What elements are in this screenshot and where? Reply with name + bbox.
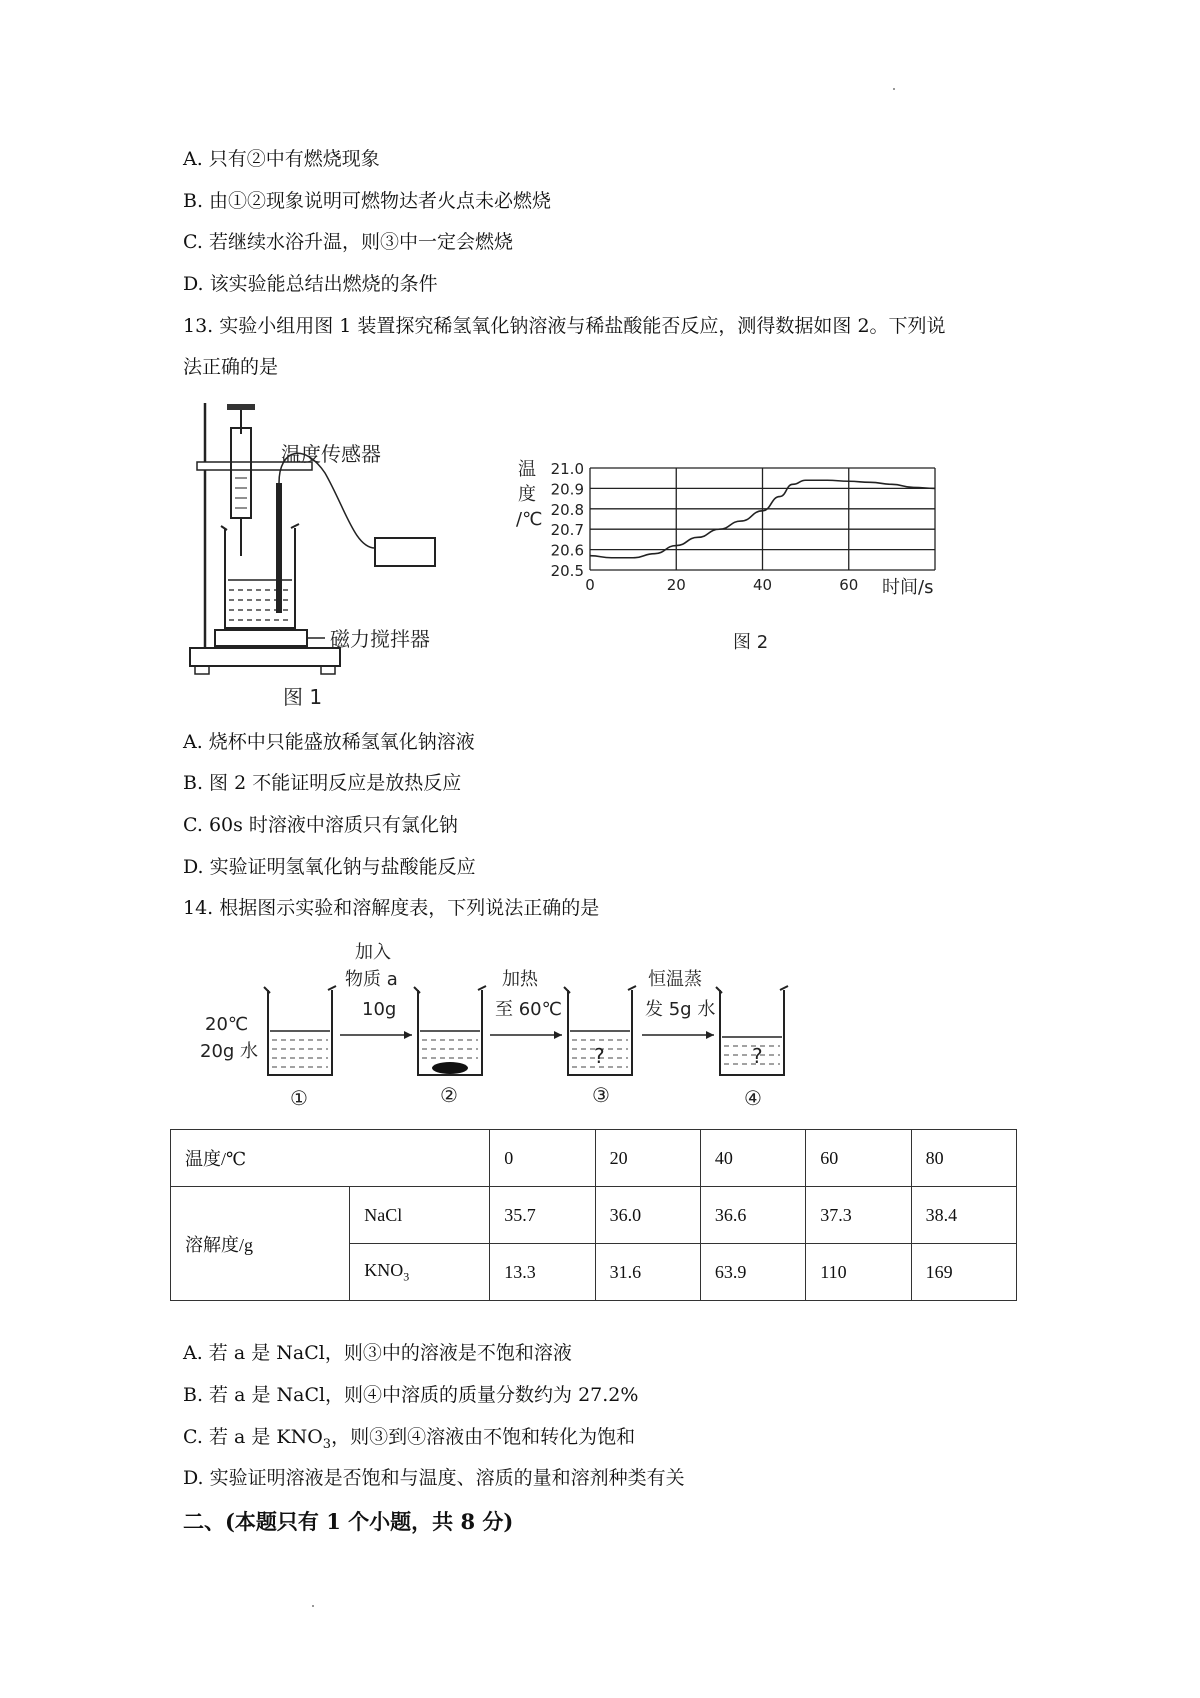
temp-cell: 60 [806, 1130, 911, 1187]
kno3-value: 31.6 [595, 1244, 700, 1301]
q12-option-b: B. 由①②现象说明可燃物达者火点未必燃烧 [183, 190, 552, 212]
beaker-1 [264, 986, 336, 1075]
step1-line2: 物质 a [345, 969, 398, 990]
section-2-header: 二、(本题只有 1 个小题，共 8 分) [183, 1509, 514, 1534]
beaker-label-2: ② [440, 1083, 458, 1107]
step2-line1: 加热 [502, 969, 538, 990]
y-tick-label: 21.0 [550, 460, 584, 478]
kno3-value: 63.9 [700, 1244, 805, 1301]
beaker-label-1: ① [290, 1086, 308, 1110]
beaker-liquid [228, 580, 292, 620]
q14-stem: 14. 根据图示实验和溶解度表，下列说法正确的是 [183, 897, 600, 919]
x-axis-label: 时间/s [882, 577, 934, 598]
temperature-probe [276, 483, 282, 613]
sensor-label: 温度传感器 [281, 442, 381, 466]
y-axis-label-3: /℃ [516, 509, 543, 530]
scan-dot [312, 1605, 314, 1607]
nacl-value: 36.6 [700, 1187, 805, 1244]
y-tick-label: 20.7 [550, 521, 584, 540]
q14-option-d: D. 实验证明溶液是否饱和与温度、溶质的量和溶剂种类有关 [183, 1467, 685, 1489]
solubility-table [170, 1129, 1017, 1301]
y-axis-label-1: 温 [518, 459, 536, 480]
step1-line1: 加入 [355, 942, 391, 963]
undissolved-solid [432, 1062, 468, 1074]
figure2-caption: 图 2 [733, 632, 769, 653]
q14-option-a: A. 若 a 是 NaCl，则③中的溶液是不饱和溶液 [183, 1342, 572, 1364]
q14-process-diagram [190, 935, 840, 1115]
kno3-value: 13.3 [490, 1244, 595, 1301]
beaker-3 [564, 986, 636, 1075]
unknown-mark-4: ? [752, 1044, 763, 1068]
y-tick-label: 20.6 [550, 541, 584, 560]
nacl-value: 36.0 [595, 1187, 700, 1244]
kno3-value: 110 [806, 1244, 911, 1301]
x-tick-label: 0 [585, 576, 595, 594]
temp-cell: 80 [911, 1130, 1016, 1187]
nacl-value: 38.4 [911, 1187, 1016, 1244]
temp-cell: 20 [595, 1130, 700, 1187]
q14-option-b: B. 若 a 是 NaCl，则④中溶质的质量分数约为 27.2% [183, 1384, 639, 1406]
data-logger [375, 538, 435, 566]
x-tick-label: 60 [839, 576, 859, 594]
syringe-plunger-top [227, 404, 255, 410]
x-tick-label: 40 [752, 576, 773, 594]
step1-line3: 10g [362, 999, 397, 1020]
q13-option-b: B. 图 2 不能证明反应是放热反应 [183, 772, 462, 794]
q13-option-a: A. 烧杯中只能盛放稀氢氧化钠溶液 [183, 731, 475, 753]
x-tick-label: 20 [666, 576, 686, 594]
step3-line1: 恒温蒸 [648, 969, 702, 990]
stirrer-label: 磁力搅拌器 [330, 627, 430, 651]
q13-stem-line1: 13. 实验小组用图 1 装置探究稀氢氧化钠溶液与稀盐酸能否反应，测得数据如图 2。下列说 [183, 315, 946, 337]
figure1-apparatus [185, 398, 485, 714]
figure1-caption: 图 1 [283, 685, 323, 709]
unknown-mark-3: ? [594, 1044, 605, 1068]
nacl-label: NaCl [350, 1187, 490, 1244]
temp-header: 温度/℃ [171, 1130, 490, 1187]
stand-base [190, 648, 340, 666]
beaker [221, 524, 299, 628]
beaker-label-3: ③ [592, 1083, 610, 1107]
start-temp: 20℃ [205, 1014, 249, 1035]
start-water: 20g 水 [200, 1041, 259, 1062]
magnetic-stirrer [215, 630, 307, 646]
y-tick-label: 20.8 [550, 500, 584, 519]
scan-dot [893, 88, 895, 90]
nacl-value: 37.3 [806, 1187, 911, 1244]
q13-option-d: D. 实验证明氢氧化钠与盐酸能反应 [183, 856, 476, 878]
step2-line2: 至 60℃ [495, 999, 562, 1020]
beaker-label-4: ④ [744, 1086, 762, 1110]
beaker-4 [716, 986, 788, 1075]
q12-option-c: C. 若继续水浴升温，则③中一定会燃烧 [183, 231, 513, 253]
q14-option-c: C. 若 a 是 $KNO_3$，则③到④溶液由不饱和转化为饱和 [183, 1426, 636, 1452]
q13-stem-line2: 法正确的是 [183, 356, 279, 378]
y-tick-label: 20.5 [550, 562, 584, 580]
y-axis-label-2: 度 [518, 484, 536, 505]
q12-option-a: A. 只有②中有燃烧现象 [183, 148, 380, 170]
q12-option-d: D. 该实验能总结出燃烧的条件 [183, 273, 438, 295]
y-tick-label: 20.9 [550, 480, 584, 499]
figure2-chart [510, 450, 950, 660]
q13-option-c: C. 60s 时溶液中溶质只有氯化钠 [183, 814, 458, 836]
stand-foot-left [195, 666, 209, 674]
syringe-barrel [231, 428, 251, 518]
temp-cell: 40 [700, 1130, 805, 1187]
solubility-header: 溶解度/g [171, 1187, 350, 1301]
kno3-value: 169 [911, 1244, 1016, 1301]
step3-line2: 发 5g 水 [645, 999, 716, 1020]
nacl-value: 35.7 [490, 1187, 595, 1244]
stand-foot-right [321, 666, 335, 674]
beaker-2 [414, 986, 486, 1075]
temp-cell: 0 [490, 1130, 595, 1187]
kno3-label: $KNO_3$ [350, 1244, 490, 1301]
